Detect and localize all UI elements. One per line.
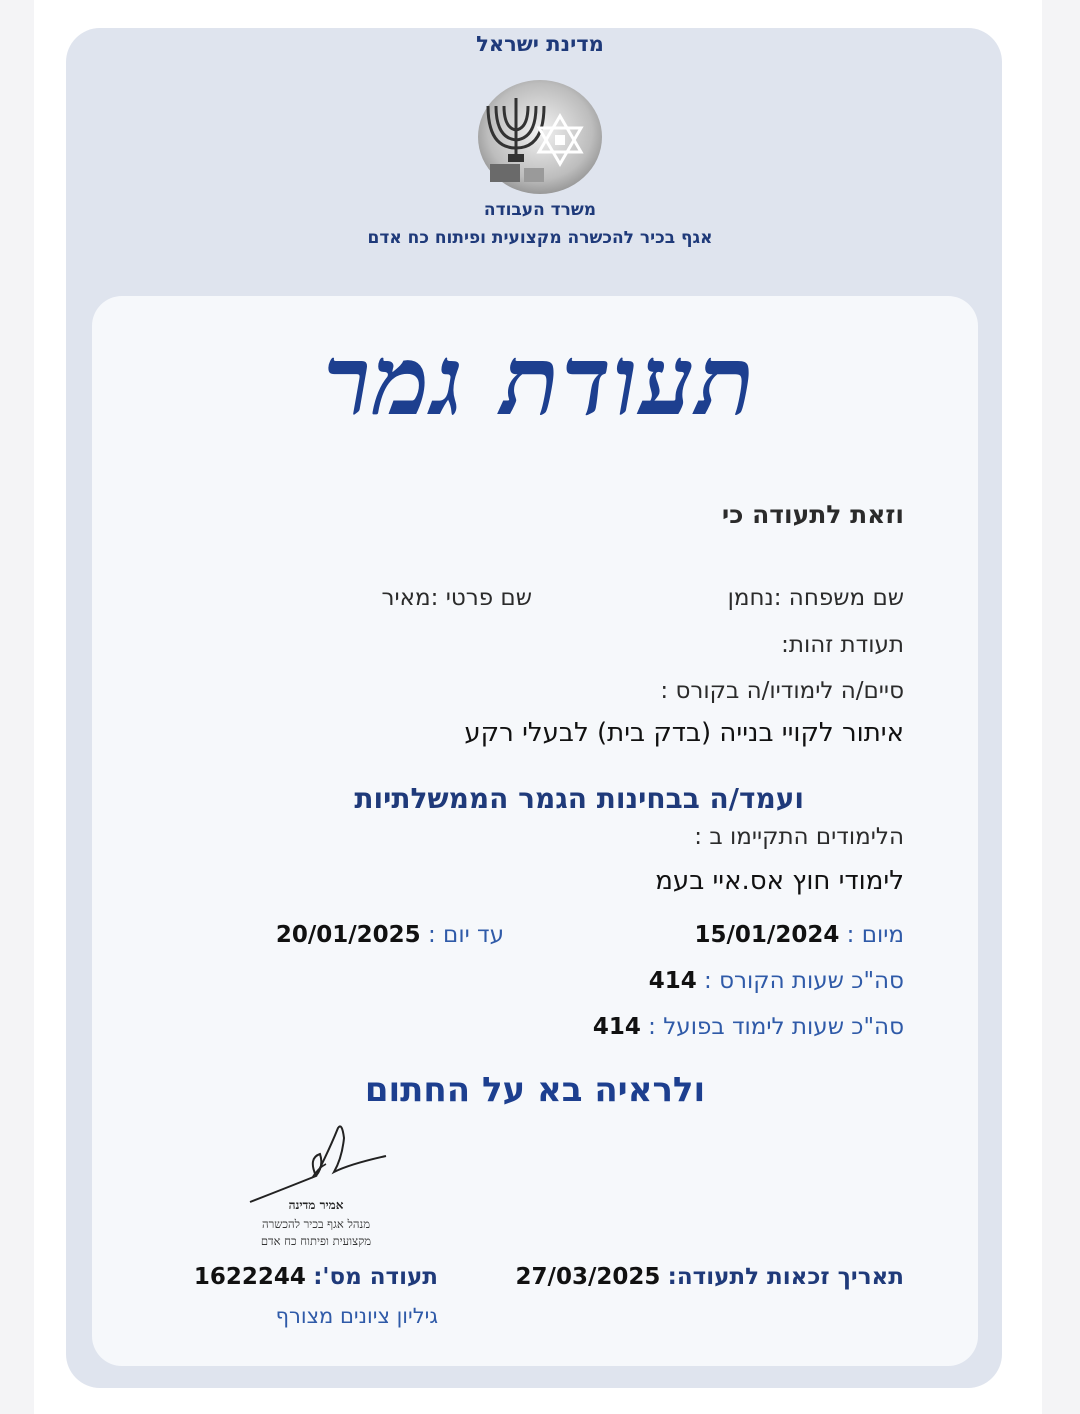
from-date-value: 15/01/2024: [694, 922, 840, 948]
certificate-title: תעודת גמר: [323, 324, 757, 437]
cert-number-value: 1622244: [193, 1264, 306, 1290]
issue-date-label: תאריך זכאות לתעודה:: [667, 1264, 904, 1290]
signer-name: אמיר מדינה: [288, 1198, 344, 1212]
first-name-row: [382, 585, 532, 611]
last-name-value: נחמן: [727, 585, 774, 611]
course-hours-value: 414: [648, 968, 697, 994]
attestation-text: ולראיה בא על החתום: [364, 1070, 706, 1110]
actual-hours-label: סה"כ שעות לימוד בפועל :: [648, 1014, 904, 1040]
page-edge-right: [1042, 0, 1080, 1414]
cert-number-row: [194, 1264, 438, 1290]
actual-hours-row: [593, 1014, 904, 1040]
issue-date-value: 27/03/2025: [515, 1264, 661, 1290]
last-name-row: [728, 585, 904, 611]
held-at-label: הלימודים התקיימו ב :: [694, 824, 904, 850]
id-row: [781, 632, 904, 658]
course-name: איתור לקויי בנייה (בדק בית) לבעלי רקע: [464, 718, 904, 748]
course-hours-row: [649, 968, 904, 994]
certificate-intro: וזאת לתעודה כי: [721, 500, 904, 529]
completed-course-label: סיים/ה לימודיו/ה בקורס :: [660, 678, 904, 704]
course-hours-label: סה"כ שעות הקורס :: [704, 968, 904, 994]
signer-title-line2: מקצועית ופיתוח כח אדם: [260, 1234, 372, 1248]
actual-hours-value: 414: [592, 1014, 641, 1040]
to-date-value: 20/01/2025: [275, 922, 421, 948]
signer-title-line1: מנהל אגף בכיר להכשרה: [261, 1217, 371, 1231]
last-name-label: שם משפחה :: [773, 585, 904, 611]
to-date-label: עד יום :: [428, 922, 504, 948]
grades-note: גיליון ציונים מצורף: [275, 1304, 438, 1328]
first-name-value: מאיר: [381, 585, 431, 611]
signature-icon: [246, 1118, 394, 1210]
from-date-row: [695, 922, 905, 948]
signer-title: [216, 1216, 416, 1250]
first-name-label: שם פרטי :: [430, 585, 532, 611]
ministry-name: משרד העבודה: [483, 200, 597, 220]
cert-number-label: תעודה מס':: [313, 1264, 438, 1290]
page-edge-left: [0, 0, 34, 1414]
issue-date-row: [516, 1264, 904, 1290]
passed-exams-text: ועמד/ה בבחינות הגמר הממשלתיות: [354, 782, 804, 815]
institution-name: לימודי חוץ אס.איי בעמ: [655, 866, 904, 896]
country-name: מדינת ישראל: [476, 32, 604, 56]
to-date-row: [276, 922, 504, 948]
state-emblem-icon: [476, 78, 604, 196]
from-date-label: מיום :: [846, 922, 904, 948]
division-name: אגף בכיר להכשרה מקצועית ופיתוח כח אדם: [367, 228, 713, 248]
id-label: תעודת זהות:: [781, 632, 904, 658]
